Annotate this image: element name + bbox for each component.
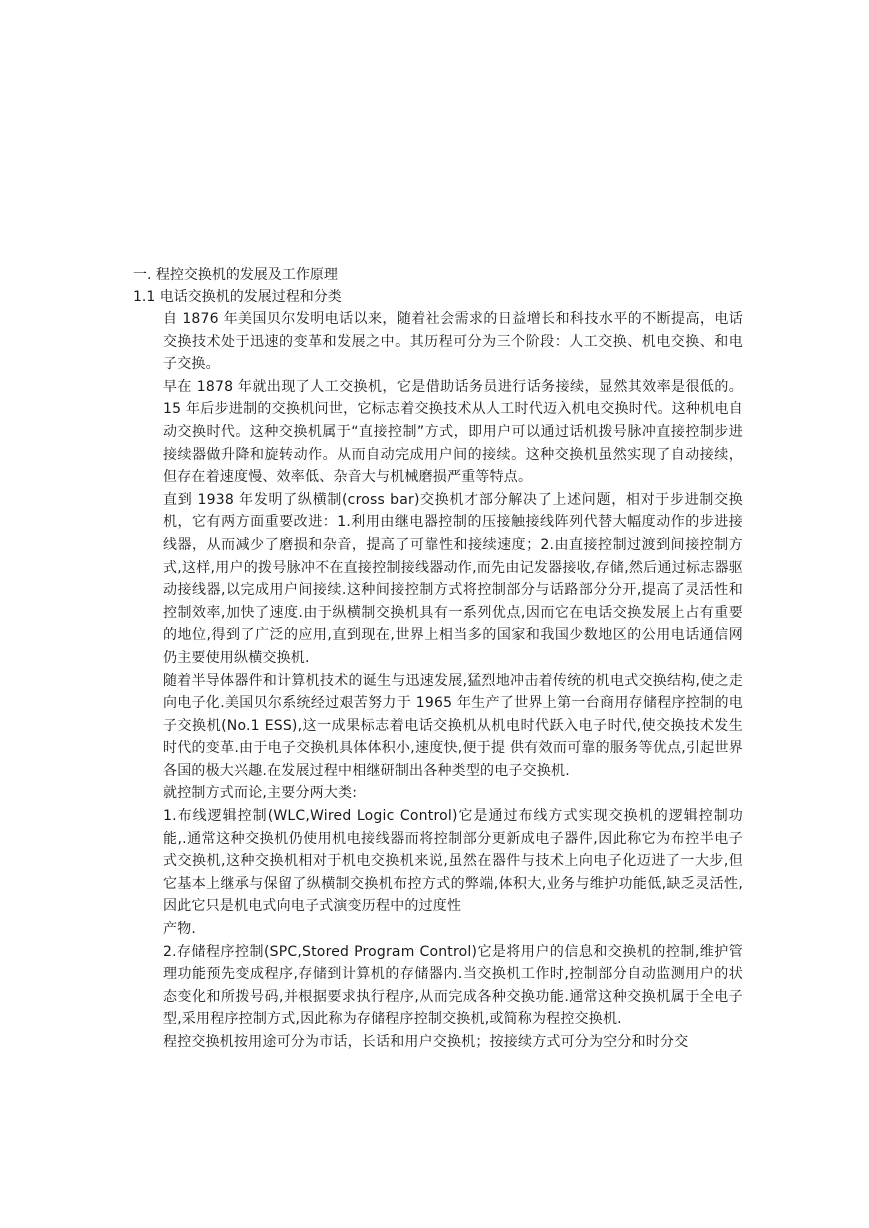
subsection-heading: 1.1 电话交换机的发展过程和分类 xyxy=(133,289,342,305)
paragraph-crossbar-switch: 直到 1938 年发明了纵横制(cross bar)交换机才部分解决了上述问题，相对于步进制交换机，它有两方面重要改进：1.利用由继电器控制的压接触接线阵列代替大幅度动作的步进接线器，从而减少了磨损和杂音，提高了可靠性和接续速度；2.由直接控制过渡到间接控制方式,这样,用户的拨号脉冲不在直接控制接线器动作,而先由记发器接收,存储,然后通过标志器驱动接线器,以完成用户间接续.这种间接控制方式将控制部分与话路部分分开,提高了灵活性和控制效率,加快了速度.由于纵横制交换机具有一系列优点,因而它在电话交换发展上占有重要的地位,得到了广泛的应用,直到现在,世界上相当多的国家和我国少数地区的公用电话通信网仍主要使用纵横交换机. xyxy=(163,491,743,666)
paragraph-history-intro: 自 1876 年美国贝尔发明电话以来，随着社会需求的日益增长和科技水平的不断提高，电话交换技术处于迅速的变革和发展之中。其历程可分为三个阶段：人工交换、机电交换、和电子交换。 xyxy=(163,311,743,373)
paragraph-control-categories: 就控制方式而论,主要分两大类: xyxy=(163,785,358,802)
paragraph-wired-logic-control-end: 产物. xyxy=(163,921,197,938)
section-heading: 一. 程控交换机的发展及工作原理 xyxy=(133,267,338,283)
paragraph-manual-and-step-switch: 早在 1878 年就出现了人工交换机，它是借助话务员进行话务接续，显然其效率是很低的。15 年后步进制的交换机问世，它标志着交换技术从人工时代迈入机电交换时代。这种机电自动交换时代。这种交换机属于“直接控制”方式，即用户可以通过话机拨号脉冲直接控制步进接续器做升降和旋转动作。从而自动完成用户间的接续。这种交换机虽然实现了自动接续，但存在着速度慢、效率低、杂音大与机械磨损严重等特点。 xyxy=(163,378,743,486)
paragraph-wired-logic-control: 1.布线逻辑控制(WLC,Wired Logic Control)它是通过布线方式实现交换机的逻辑控制功能,.通常这种交换机仍使用机电接线器而将控制部分更新成电子器件,因此称它为布控半电子式交换机,这种交换机相对于机电交换机来说,虽然在器件与技术上向电子化迈进了一大步,但它基本上继承与保留了纵横制交换机布控方式的弊端,体积大,业务与维护功能低,缺乏灵活性,因此它只是机电式向电子式演变历程中的过度性 xyxy=(163,808,743,915)
body-text xyxy=(163,308,743,1054)
paragraph-classification: 程控交换机按用途可分为市话，长话和用户交换机；按接续方式可分为空分和时分交 xyxy=(163,1034,689,1050)
paragraph-stored-program-control: 2.存储程序控制(SPC,Stored Program Control)它是将用户的信息和交换机的控制,维护管理功能预先变成程序,存储到计算机的存储器内.当交换机工作时,控制部分自动监测用户的状态变化和所拨号码,并根据要求执行程序,从而完成各种交换功能.通常这种交换机属于全电子型,采用程序控制方式,因此称为存储程序控制交换机,或简称为程控交换机. xyxy=(163,943,743,1028)
paragraph-electronic-switch: 随着半导体器件和计算机技术的诞生与迅速发展,猛烈地冲击着传统的机电式交换结构,使之走向电子化.美国贝尔系统经过艰苦努力于 1965 年生产了世界上第一台商用存储程序控制的电子交换机(No.1 ESS),这一成果标志着电话交换机从机电时代跃入电子时代,使交换技术发生时代的变革.由于电子交换机具体体积小,速度快,便于提 供有效而可靠的服务等优点,引起世界各国的极大兴趣.在发展过程中相继研制出各种类型的电子交换机. xyxy=(163,672,743,779)
